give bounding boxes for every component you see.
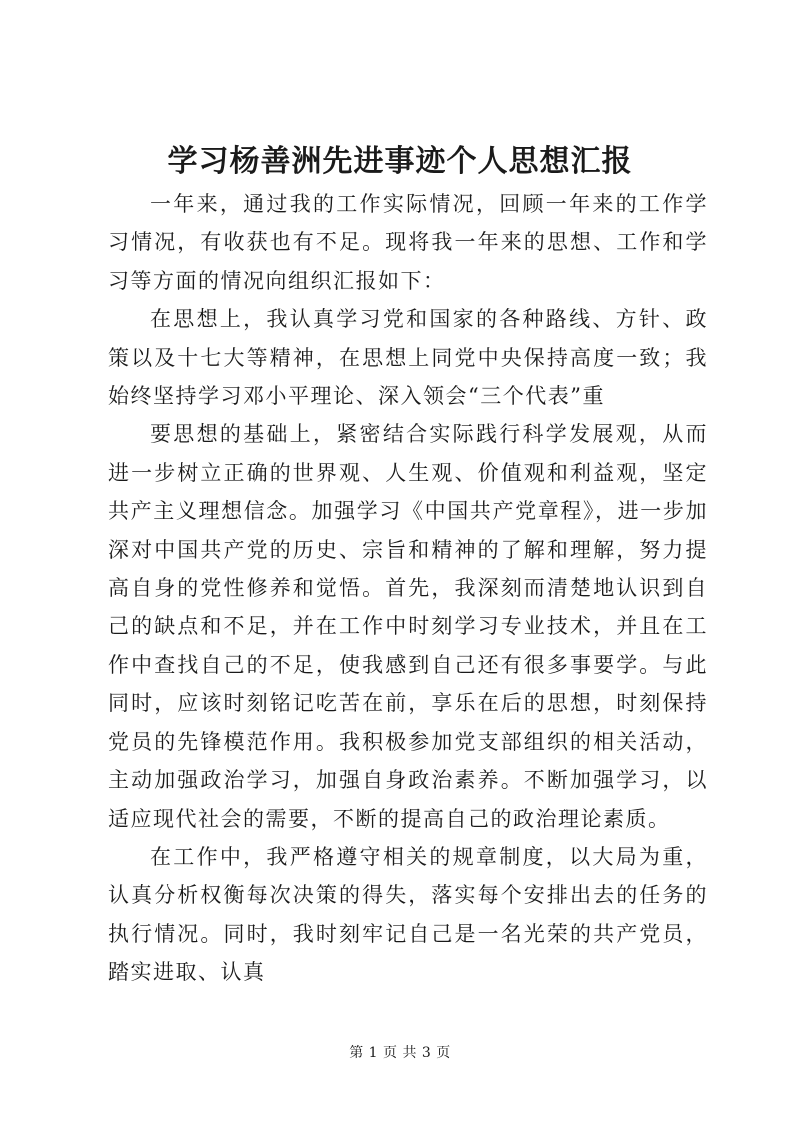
paragraph-thought: 在思想上，我认真学习党和国家的各种路线、方针、政策以及十七大等精神，在思想上同党中央保持高度一致；我始终坚持学习邓小平理论、深入领会“三个代表”重	[108, 307, 708, 409]
paragraph-work: 在工作中，我严格遵守相关的规章制度，以大局为重，认真分析权衡每次决策的得失，落实每个安排出去的任务的执行情况。同时，我时刻牢记自己是一名光荣的共产党员，踏实进取、认真	[108, 844, 708, 985]
page-number: 第 1 页 共 3 页	[349, 1045, 451, 1061]
paragraph-study: 要思想的基础上，紧密结合实际践行科学发展观，从而进一步树立正确的世界观、人生观、价值观和利益观，坚定共产主义理想信念。加强学习《中国共产党章程》，进一步加深对中国共产党的历史、宗旨和精神的了解和理解，努力提高自身的党性修养和觉悟。首先，我深刻而清楚地认识到自己的缺点和不足，并在工作中时刻学习专业技术，并且在工作中查找自己的不足，使我感到自己还有很多事要学。与此同时，应该时刻铭记吃苦在前，享乐在后的思想，时刻保持党员的先锋模范作用。我积极参加党支部组织的相关活动，主动加强政治学习，加强自身政治素养。不断加强学习，以适应现代社会的需要，不断的提高自己的政治理论素质。	[108, 422, 708, 831]
document-body	[108, 185, 708, 992]
paragraph-intro: 一年来，通过我的工作实际情况，回顾一年来的工作学习情况，有收获也有不足。现将我一年来的思想、工作和学习等方面的情况向组织汇报如下：	[108, 192, 708, 293]
document-title: 学习杨善洲先进事迹个人思想汇报	[167, 144, 633, 179]
